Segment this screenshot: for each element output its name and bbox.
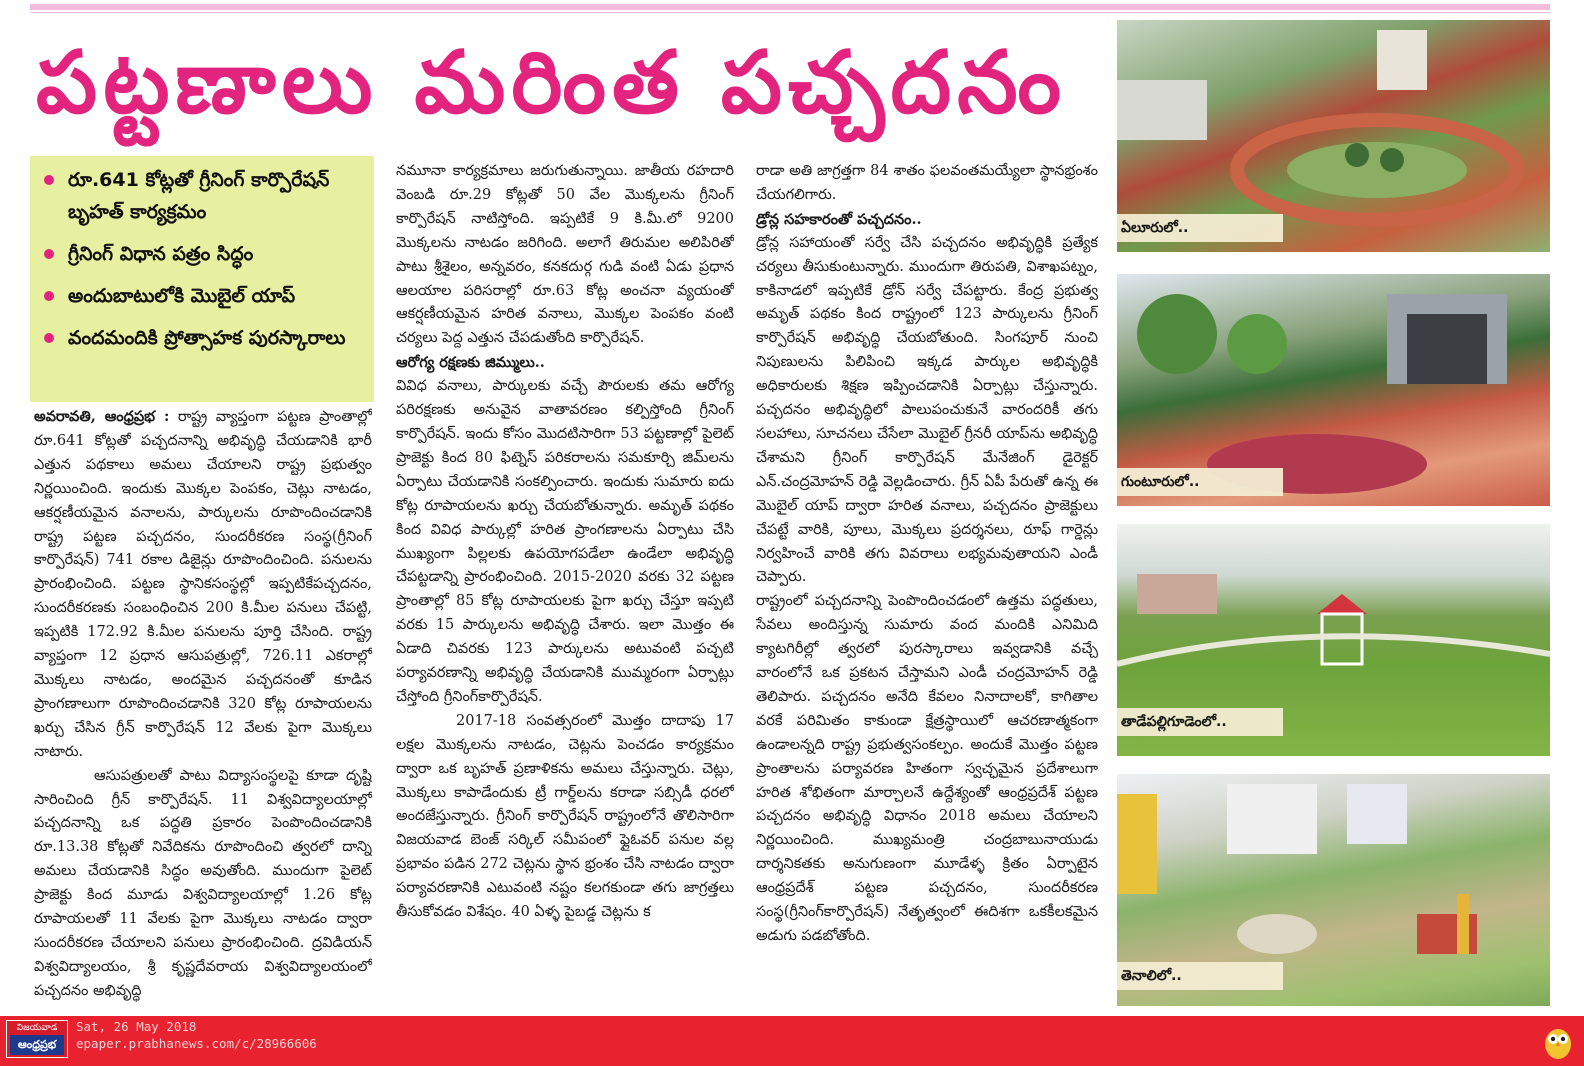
epaper-footer: [0, 1016, 1584, 1066]
article-column-3: [756, 160, 1098, 1016]
article-column-2: [396, 160, 734, 1016]
bullet-dot-icon: [44, 175, 54, 185]
bullet-dot-icon: [44, 249, 54, 259]
photo-caption: ఏలూరులో..: [1117, 214, 1283, 242]
highlight-item: వందమందికి ప్రోత్సాహక పురస్కారాలు: [40, 322, 366, 354]
article-paragraph: ఆసుపత్రులతో పాటు విద్యాసంస్థలపై కూడా దృష్టి సారించింది గ్రీన్ కార్పొరేషన్. 11 విశ్వవిద్యాలయాల్లో పచ్చదనాన్ని ఒక పద్ధతి ప్రకారం పెంపొందించడానికి రూ.13.38 కోట్లతో నివేదికను రూపొందించి త్వరలో దాన్ని అమలు చేయడానికి సిద్ధం అవుతోంది. ముందుగా పైలెట్ ప్రాజెక్టు కింద మూడు విశ్వవిద్యాలయాల్లో 1.26 కోట్ల రూపాయలతో 11 వేలకు పైగా మొక్కలు నాటడం ద్వారా సుందరీకరణ చేయాలని పనులు ప్రారంభించింది. ద్రవిడియన్ విశ్వవిద్యాలయం, శ్రీ కృష్ణదేవరాయ విశ్వవిద్యాలయంలో పచ్చదనం అభివృద్ధి: [34, 767, 372, 999]
footer-meta: [76, 1018, 317, 1052]
article-subheading: ఆరోగ్య రక్షణకు జిమ్ములు..: [396, 354, 545, 372]
owl-icon: [1542, 1022, 1574, 1060]
article-paragraph: డ్రోన్ల సహాయంతో సర్వే చేసి పచ్చదనం అభివృద్ధికి ప్రత్యేక చర్యలు తీసుకుంటున్నారు. ముందుగా తిరుపతి, విశాఖపట్నం, కాకినాడలో ఇప్పటికే డ్రోన్ సర్వే చేపట్టారు. కేంద్ర ప్రభుత్వ అమృత్ పథకం కింద రాష్ట్రంలో 123 పార్కులను గ్రీనింగ్ కార్పొరేషన్ అభివృద్ధి చేయబోతుంది. సింగపూర్ నుంచి నిపుణులను పిలిపించి ఇక్కడ పార్కుల అభివృద్ధికి అధికారులకు శిక్షణ ఇప్పించడానికి ఏర్పాట్లు చేస్తున్నారు. పచ్చదనం అభివృద్ధిలో పాలుపంచుకునే వారందరికీ తగు సలహాలు, సూచనలు చేసేలా మొబైల్ గ్రీనరీ యాప్‌ను అభివృద్ధి చేశామని గ్రీనింగ్ కార్పొరేషన్ మేనేజింగ్ డైరెక్టర్ ఎన్.చంద్రమోహన్ రెడ్డి వెల్లడించారు. గ్రీన్ ఏపీ పేరుతో ఉన్న ఈ మొబైల్ యాప్ ద్వారా హరిత వనాలు, పచ్చదనం ప్రాజెక్టులు చేపట్టే వారికి, పూలు, మొక్కలు ప్రదర్శనలు, రూఫ్ గార్డెన్లు నిర్వహించే వారికి తగు వివరాలు లభ్యమవుతాయని ఎండీ చెప్పారు.: [756, 234, 1098, 586]
article-paragraph: 2017-18 సంవత్సరంలో మొత్తం దాదాపు 17 లక్షల మొక్కలను నాటడం, చెట్లను పెంచడం కార్యక్రమం ద్వారా ఒక బృహత్ ప్రణాళికను అమలు చేస్తున్నారు. చెట్లు, మొక్కలు కాపాడేందుకు ట్రీ గార్డ్‌లను కరాడా సబ్సిడీ ధరలో అందజేస్తున్నారు. గ్రీనింగ్ కార్పొరేషన్ రాష్ట్రంలోనే తొలిసారిగా విజయవాడ బెంజ్ సర్కిల్ సమీపంలో ఫ్లైఓవర్ పనుల వల్ల ప్రభావం పడిన 272 చెట్లను స్థాన భ్రంశం చేసి నాటడం ద్వారా పర్యావరణానికి ఎటువంటి నష్టం కలగకుండా తగు జాగ్రత్తలు తీసుకోవడం విశేషం. 40 ఏళ్ళ పైబడ్డ చెట్లను క: [396, 712, 734, 921]
highlight-item: అందుబాటులోకి మొబైల్ యాప్: [40, 280, 366, 312]
article-subheading: డ్రోన్ల సహకారంతో పచ్చదనం..: [756, 210, 922, 228]
footer-url[interactable]: epaper.prabhanews.com/c/28966606: [76, 1036, 317, 1051]
top-rule: [30, 4, 1550, 10]
article-paragraph: నమూనా కార్యక్రమాలు జరుగుతున్నాయి. జాతీయ రహదారి వెంబడి రూ.29 కోట్లతో 50 వేల మొక్కలను గ్రీనింగ్ కార్పొరేషన్ నాటిస్తోంది. ఇప్పటికే 9 కి.మీ.లో 9200 మొక్కలను నాటడం జరిగింది. అలాగే తిరుమల అలిపిరితో పాటు శ్రీశైలం, అన్నవరం, కనకదుర్గ గుడి వంటి ఏడు ప్రధాన ఆలయాల పరిసరాల్లో రూ.63 కోట్ల అంచనా వ్యయంతో ఆకర్షణీయమైన హరిత వనాలు, మొక్కల పెంపకం వంటి చర్యలు పెద్ద ఎత్తున చేపడుతోంది కార్పొరేషన్.: [396, 163, 734, 347]
photo-caption: తెనాలిలో..: [1117, 962, 1283, 990]
bullet-dot-icon: [44, 291, 54, 301]
highlights-box: [30, 156, 374, 402]
dateline: అవరావతి, ఆంధ్రప్రభ :: [34, 408, 170, 425]
article-paragraph: అవరావతి, ఆంధ్రప్రభ : రాష్ట్ర వ్యాప్తంగా పట్టణ ప్రాంతాల్లో రూ.641 కోట్లతో పచ్చదనాన్ని అభివృద్ధి చేయడానికి భారీ ఎత్తున పథకాలు అమలు చేయాలని రాష్ట్ర ప్రభుత్వం నిర్ణయించింది. ఇందుకు మొక్కల పెంపకం, చెట్లు నాటడం, ఆకర్షణీయమైన వనాలను, పార్కులను రూపొందించడానికి రాష్ట్ర పట్టణ పచ్చదనం, సుందరీకరణ సంస్థ(గ్రీనింగ్ కార్పొరేషన్) 741 రకాల డిజైన్లు రూపొందించింది. పనులను ప్రారంభించింది. పట్టణ స్థానికసంస్థల్లో ఇప్పటికేపచ్చదనం, సుందరీకరణకు సంబంధించిన 200 కి.మీల పనులు చేపట్టి, ఇప్పటికి 172.92 కి.మీల పనులను పూర్తి చేసింది. రాష్ట్ర వ్యాప్తంగా 12 ప్రధాన ఆసుపత్రుల్లో, 726.11 ఎకరాల్లో మొక్కలు నాటడం, అందమైన పచ్చదనంతో కూడిన ప్రాంగణాలుగా రూపొందించడానికి 320 కోట్ల రూపాయలను ఖర్చు చేసిన గ్రీన్ కార్పొరేషన్ 12 వేలకు పైగా మొక్కలు నాటారు.: [34, 408, 372, 760]
highlight-item: రూ.641 కోట్లతో గ్రీనింగ్ కార్పొరేషన్ బృహత్ కార్యక్రమం: [40, 164, 366, 228]
article-paragraph: వివిధ వనాలు, పార్కులకు వచ్చే పౌరులకు తమ ఆరోగ్య పరిరక్షణకు అనువైన వాతావరణం కల్పిస్తోంది గ్రీనింగ్ కార్పొరేషన్. ఇందు కోసం మొదటిసారిగా 53 పట్టణాల్లో పైలెట్ ప్రాజెక్టు కింద 80 ఫిట్నెస్ పరికరాలను సమకూర్చి జిమ్‌లను ఏర్పాటు చేయడానికి సంకల్పించారు. ఇందుకు సుమారు ఐదు కోట్ల రూపాయలను ఖర్చు చేయబోతున్నారు. అమృత్ పథకం కింద వివిధ పార్కుల్లో హరిత ప్రాంగణాలను ఏర్పాటు చేసి ముఖ్యంగా పిల్లలకు ఉపయోగపడేలా ఉండేలా అభివృద్ధి చేపట్టడాన్ని ప్రారంభించింది. 2015-2020 వరకు 32 పట్టణ ప్రాంతాల్లో 85 కోట్ల రూపాయలకు పైగా ఖర్చు చేస్తూ ఇప్పటి వరకు 15 పార్కులను అభివృద్ధి చేశారు. ఇలా మొత్తం ఈ ఏడాది చివరకు 123 పార్కులను అటువంటి పచ్చటి పర్యావరణాన్ని అభివృద్ధి చేయడానికి ముమ్మరంగా ఏర్పాట్లు చేస్తోంది గ్రీనింగ్‌కార్పొరేషన్.: [396, 378, 734, 705]
article-paragraph: రాష్ట్రంలో పచ్చదనాన్ని పెంపొందించడంలో ఉత్తమ పద్ధతులు, సేవలు అందిస్తున్న సుమారు వంద మందికి ఎనిమిది క్యాటగిరీల్లో త్వరలో పురస్కారాలు ఇవ్వడానికి వచ్చే వారంలోనే ఒక ప్రకటన చేస్తామని ఎండీ చంద్రమోహన్ రెడ్డి తెలిపారు. పచ్చదనం అనేది కేవలం నినాదాలకో, కాగితాల వరకే పరిమితం కాకుండా క్షేత్రస్థాయిలో ఆచరణాత్మకంగా ఉండాలన్నది రాష్ట్ర ప్రభుత్వసంకల్పం. అందుకే మొత్తం పట్టణ ప్రాంతాలను పర్యావరణ హితంగా స్వచ్ఛమైన ప్రదేశాలుగా హరిత శోభితంగా మార్చాలనే ఉద్దేశ్యంతో ఆంధ్రప్రదేశ్ పట్టణ పచ్చదనం అభివృద్ధి విధానం 2018 అమలు చేయాలని నిర్ణయించింది. ముఖ్యమంత్రి చంద్రబాబునాయుడు దార్శనికతకు అనుగుణంగా మూడేళ్ళ క్రితం ఏర్పాటైన ఆంధ్రప్రదేశ్ పట్టణ పచ్చదనం, సుందరీకరణ సంస్థ(గ్రీనింగ్‌కార్పొరేషన్) నేతృత్వంలో ఈదిశగా ఒకకీలకమైన అడుగు పడబోతోంది.: [756, 593, 1098, 944]
bullet-dot-icon: [44, 333, 54, 343]
article-column-1: [34, 405, 372, 1015]
footer-date: Sat, 26 May 2018: [76, 1019, 197, 1034]
photo-caption: గుంటూరులో..: [1117, 468, 1283, 496]
newspaper-logo[interactable]: విజయవాడ ఆంధ్రప్రభ: [6, 1020, 68, 1058]
article-paragraph: రాడా అతి జాగ్రత్తగా 84 శాతం ఫలవంతమయ్యేలా స్థానభ్రంశం చేయగలిగారు.: [756, 163, 1098, 203]
highlight-item: గ్రీనింగ్ విధాన పత్రం సిద్ధం: [40, 238, 366, 270]
page-headline: పట్టణాలు మరింత పచ్చదనం: [36, 33, 1068, 133]
photo-caption: తాడేపల్లిగూడెంలో..: [1117, 708, 1283, 736]
